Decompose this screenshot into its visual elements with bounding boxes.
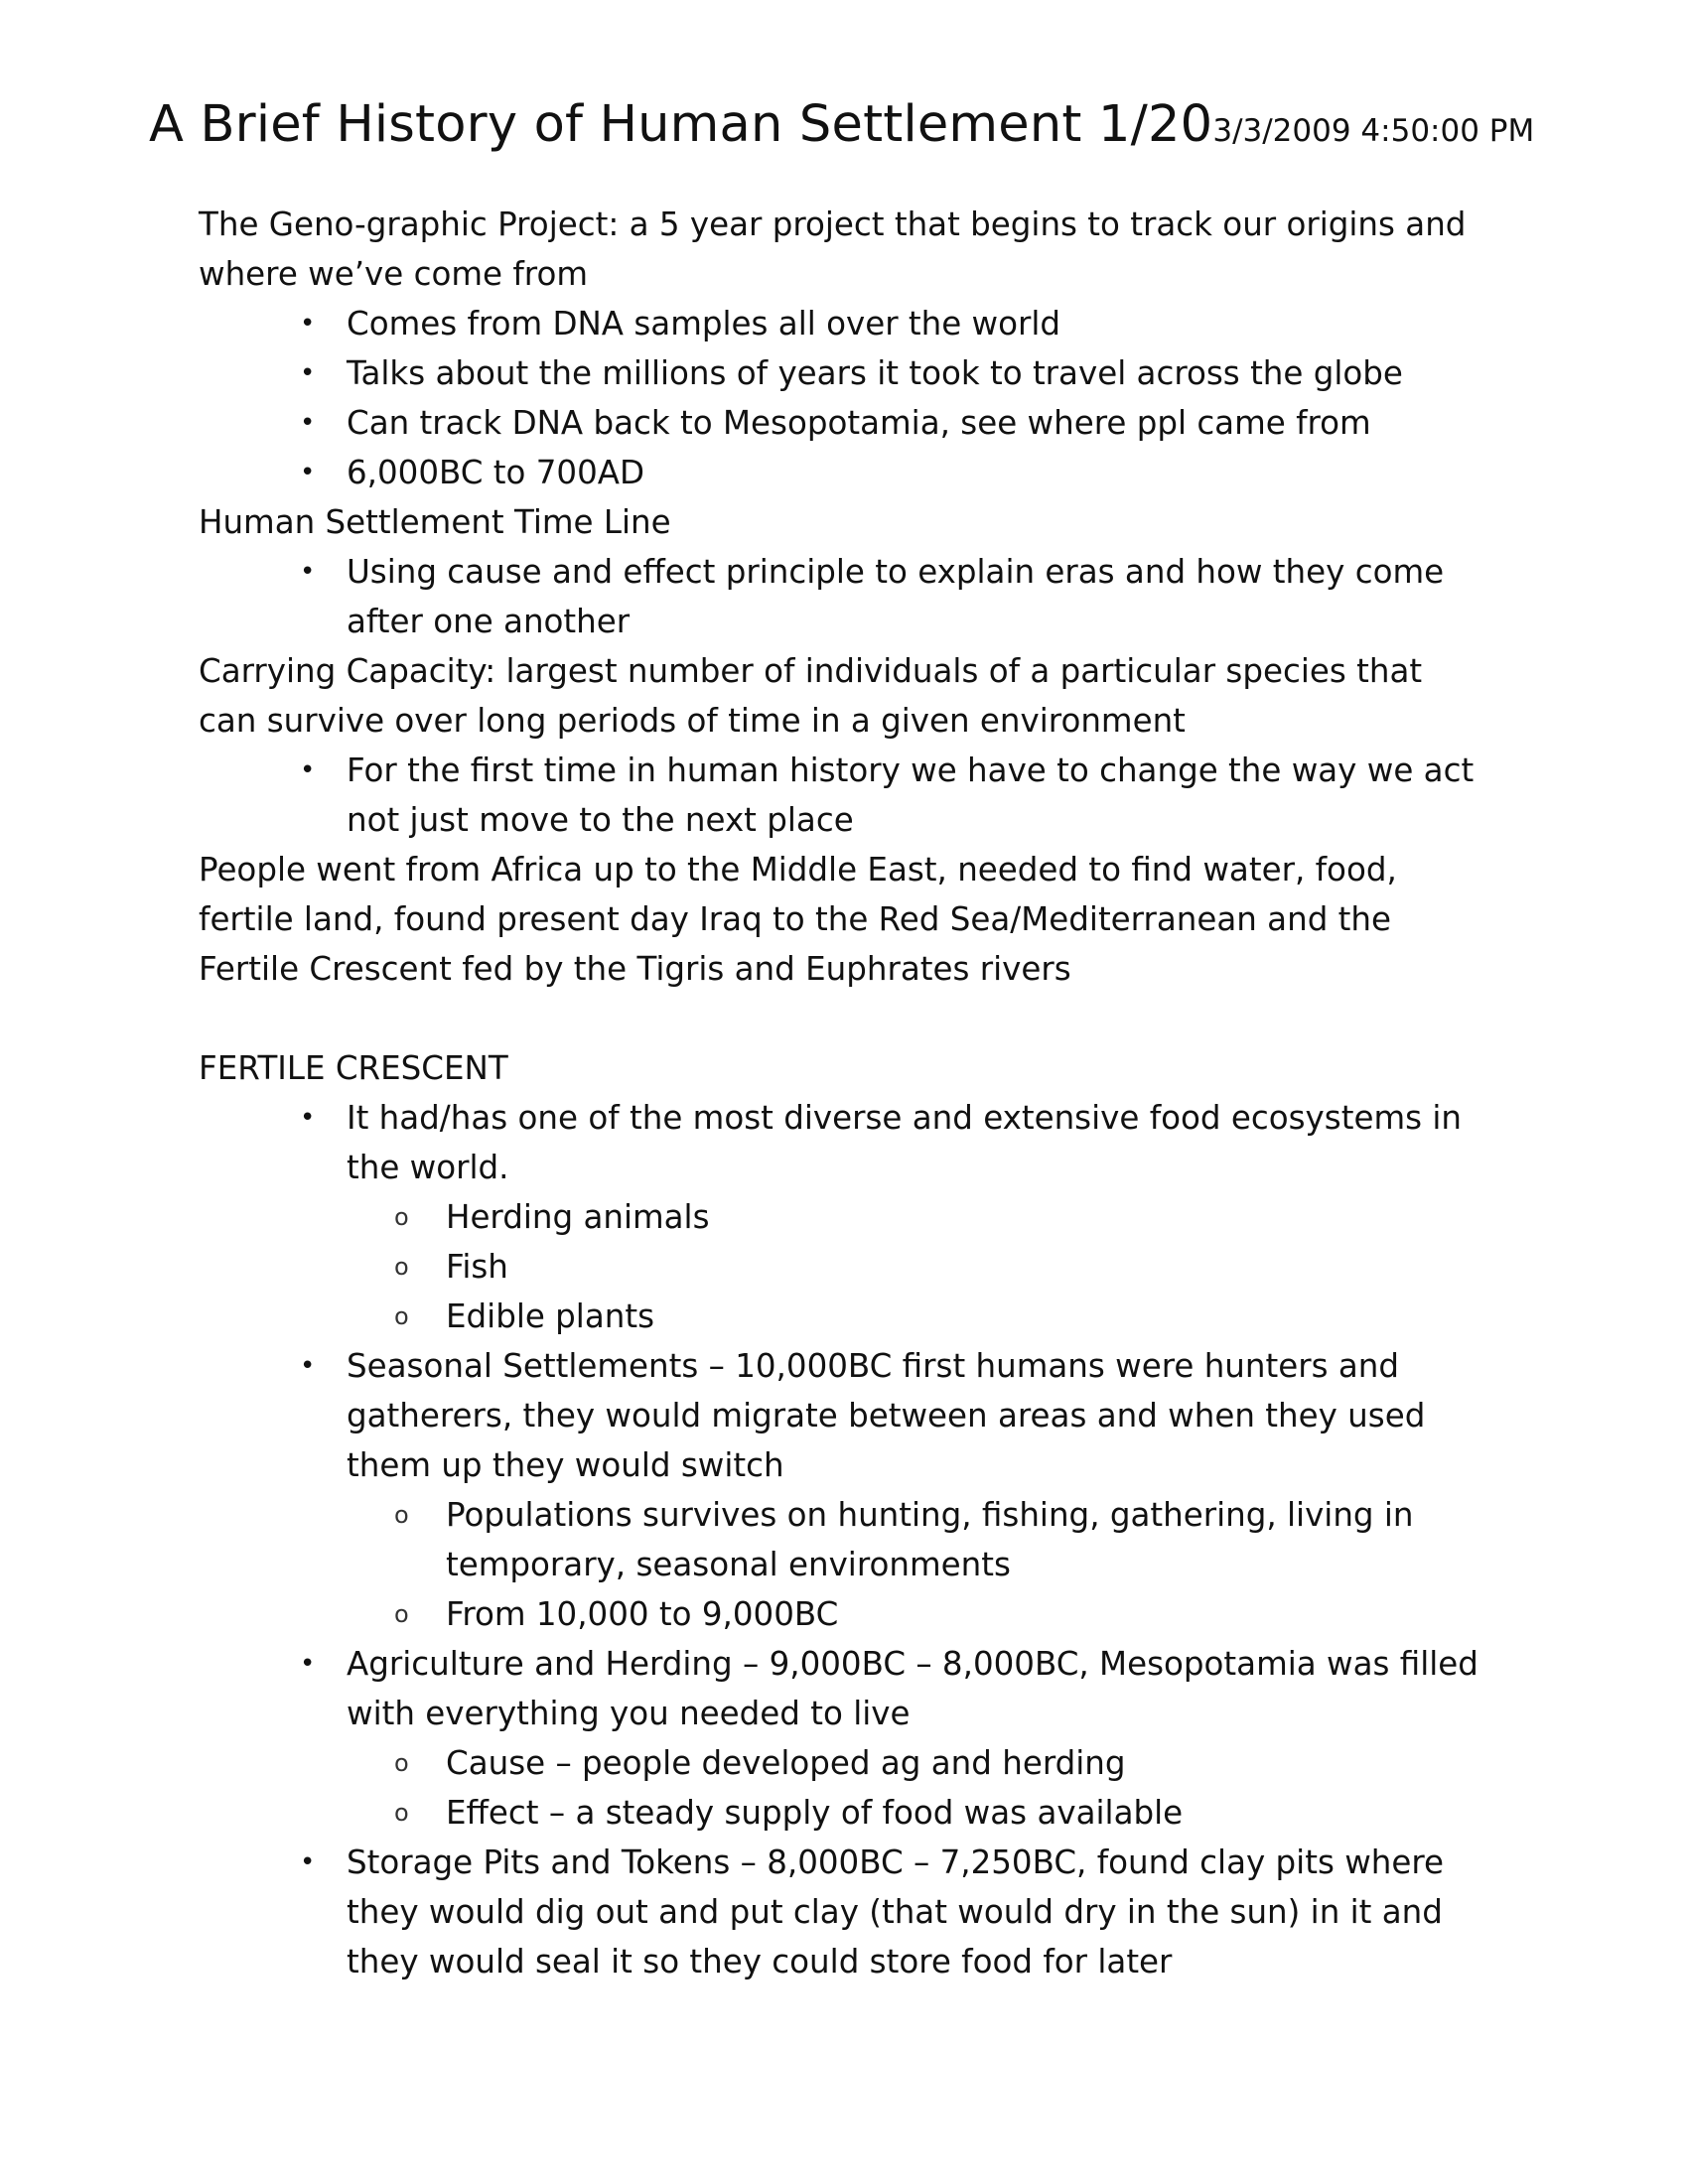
list-item (300, 1341, 1489, 1639)
list-item-text: Using cause and effect principle to explain eras and how they come after one another (347, 553, 1445, 640)
blank-line (199, 994, 1489, 1043)
list-item (300, 1838, 1489, 1986)
list-item (300, 547, 1489, 646)
bullet-icon: • (300, 1847, 316, 1877)
sub-list-item-text: From 10,000 to 9,000BC (446, 1595, 839, 1633)
sub-list-item (394, 1738, 1489, 1788)
sub-bullet-icon: o (394, 1799, 409, 1827)
sub-bullet-icon: o (394, 1501, 409, 1529)
sub-list-item-text: Effect – a steady supply of food was available (446, 1794, 1184, 1832)
bullet-icon: • (300, 1103, 316, 1133)
fertile-crescent-list (199, 1093, 1489, 1986)
document-body (199, 200, 1489, 1986)
list-item (300, 299, 1489, 348)
sub-list-item-text: Fish (446, 1248, 508, 1286)
list-item-text: 6,000BC to 700AD (347, 454, 645, 491)
geno-bullet-list (199, 299, 1489, 497)
sub-list (347, 1490, 1489, 1639)
bullet-icon: • (300, 755, 316, 785)
list-item-text: For the first time in human history we have to change the way we act not just move to the next place (347, 751, 1475, 839)
list-item (300, 1639, 1489, 1838)
timeline-heading: Human Settlement Time Line (199, 503, 671, 541)
sub-list-item-text: Cause – people developed ag and herding (446, 1744, 1126, 1782)
sub-bullet-icon: o (394, 1302, 409, 1330)
sub-list (347, 1738, 1489, 1838)
list-item (300, 448, 1489, 497)
list-item-text: Talks about the millions of years it took to travel across the globe (347, 354, 1403, 392)
sub-list-item-text: Edible plants (446, 1297, 655, 1335)
list-item-text: Can track DNA back to Mesopotamia, see where ppl came from (347, 404, 1371, 442)
document-title (149, 95, 1535, 154)
list-item-text: Comes from DNA samples all over the world (347, 305, 1061, 342)
list-item-text: Agriculture and Herding – 9,000BC – 8,000BC, Mesopotamia was filled with everything you needed to live (347, 1645, 1478, 1732)
list-item (300, 746, 1489, 845)
bullet-icon: • (300, 408, 316, 438)
list-item (300, 1093, 1489, 1341)
bullet-icon: • (300, 1351, 316, 1381)
list-item-text: Storage Pits and Tokens – 8,000BC – 7,250BC, found clay pits where they would dig out and put clay (that would dry in the sun) in it and they would seal it so they could store food for later (347, 1843, 1445, 1980)
sub-bullet-icon: o (394, 1203, 409, 1231)
sub-list-item (394, 1292, 1489, 1341)
bullet-icon: • (300, 458, 316, 487)
bullet-icon: • (300, 557, 316, 587)
list-item (300, 398, 1489, 448)
list-item (300, 348, 1489, 398)
sub-bullet-icon: o (394, 1600, 409, 1628)
sub-list-item-text: Herding animals (446, 1198, 710, 1236)
sub-list-item (394, 1242, 1489, 1292)
fertile-crescent-heading: FERTILE CRESCENT (199, 1049, 508, 1087)
title-main: A Brief History of Human Settlement 1/20 (149, 95, 1213, 154)
sub-list-item (394, 1589, 1489, 1639)
sub-bullet-icon: o (394, 1749, 409, 1777)
migration-paragraph: People went from Africa up to the Middle East, needed to find water, food, fertile land, found present day Iraq to the Red Sea/Mediterranean and the Fertile Crescent fed by the Tigris and Euphrates rivers (199, 851, 1397, 988)
geno-intro-paragraph: The Geno-graphic Project: a 5 year project that begins to track our origins and where we’ve come from (199, 205, 1467, 293)
bullet-icon: • (300, 309, 316, 339)
sub-list-item (394, 1490, 1489, 1589)
timeline-bullet-list (199, 547, 1489, 646)
sub-list-item-text: Populations survives on hunting, fishing, gathering, living in temporary, seasonal environments (446, 1496, 1414, 1583)
list-item-text: It had/has one of the most diverse and extensive food ecosystems in the world. (347, 1099, 1463, 1186)
bullet-icon: • (300, 1649, 316, 1679)
sub-list (347, 1192, 1489, 1341)
bullet-icon: • (300, 358, 316, 388)
carrying-capacity-paragraph: Carrying Capacity: largest number of individuals of a particular species that can survive over long periods of time in a given environment (199, 652, 1423, 740)
title-timestamp: 3/3/2009 4:50:00 PM (1212, 113, 1535, 149)
sub-bullet-icon: o (394, 1253, 409, 1281)
list-item-text: Seasonal Settlements – 10,000BC first humans were hunters and gatherers, they would migrate between areas and when they used them up they would switch (347, 1347, 1426, 1484)
carrying-bullet-list (199, 746, 1489, 845)
sub-list-item (394, 1788, 1489, 1838)
sub-list-item (394, 1192, 1489, 1242)
